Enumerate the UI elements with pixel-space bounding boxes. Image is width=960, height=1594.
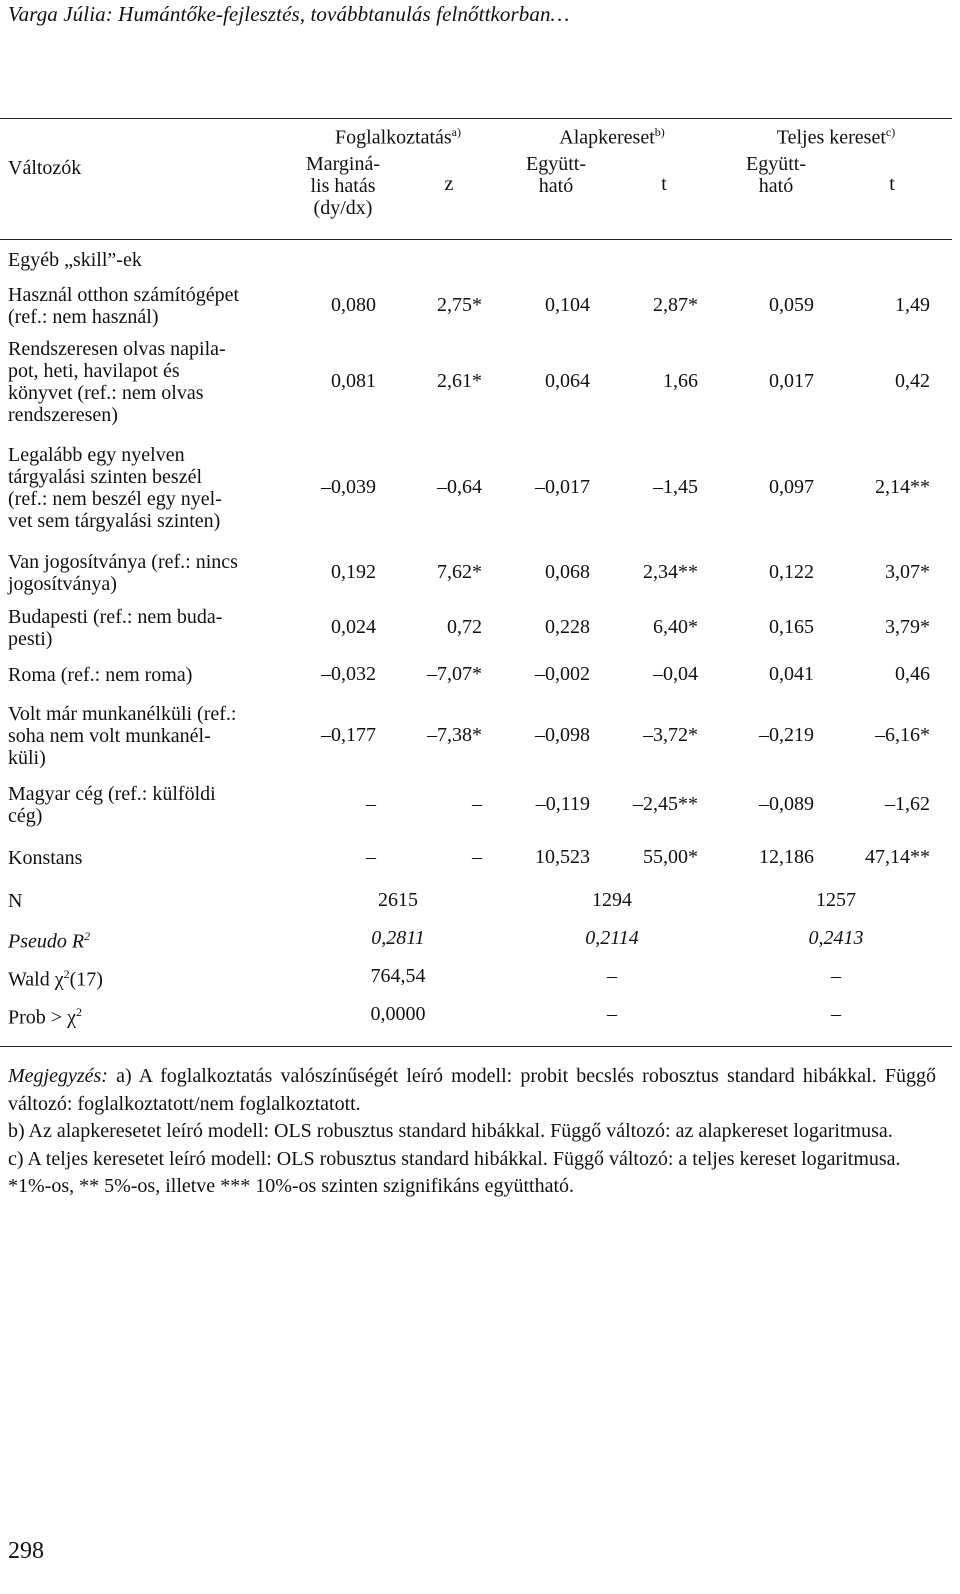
table-cell: 0,192 — [331, 561, 376, 583]
table-cell: – — [472, 793, 482, 815]
group-header-total-wage: Teljes kereset$^{c)}$ — [776, 125, 896, 149]
note-c: c) A teljes keresetet leíró modell: OLS robusztus standard hibákkal. Függő változó: a teljes kereset logaritmusa. — [8, 1147, 901, 1170]
table-row — [0, 544, 952, 602]
row-label: Legalább egy nyelven tárgyalási szinten beszél (ref.: nem beszél egy nyel- vet sem tárgyalási szinten) — [8, 443, 222, 532]
stats-cell: 2615 — [378, 889, 418, 911]
table-cell: 0,42 — [895, 370, 931, 392]
table-cell: – — [472, 846, 482, 868]
stats-cell: 0,2114 — [585, 927, 639, 949]
table-cell: 2,61* — [437, 370, 482, 392]
note-b: b) Az alapkeresetet leíró modell: OLS robusztus standard hibákkal. Függő változó: az alapkereset logaritmusa. — [8, 1120, 893, 1142]
table-row — [0, 654, 952, 696]
table-cell: –0,04 — [653, 663, 699, 685]
row-label: Budapesti (ref.: nem buda- pesti) — [8, 605, 223, 650]
stats-cell: 1257 — [816, 889, 857, 911]
stats-label: Pseudo $R^2$ — [8, 928, 91, 953]
table-cell: 2,87* — [653, 294, 699, 316]
stats-cell: – — [831, 965, 842, 987]
table-cell: –0,64 — [437, 476, 482, 498]
table-cell: 7,62* — [437, 561, 482, 583]
table-cell: 47,14** — [865, 846, 931, 868]
table-cell: 2,75* — [437, 294, 482, 316]
table-cell: 2,14** — [875, 476, 931, 498]
table-cell: –0,032 — [321, 663, 376, 685]
row-label: Volt már munkanélküli (ref.: soha nem volt munkanél- küli) — [8, 702, 237, 769]
stats-cell: – — [607, 965, 617, 987]
table-cell: 0,122 — [769, 561, 815, 583]
stats-cell: – — [831, 1003, 842, 1025]
variables-header: Változók — [8, 157, 82, 179]
table-cell: –0,119 — [535, 793, 590, 815]
table-row — [0, 432, 952, 544]
table-cell: –7,07* — [427, 663, 482, 685]
table-cell: 0,080 — [331, 294, 376, 316]
stats-row — [0, 882, 952, 920]
table-cell: –0,219 — [759, 724, 815, 746]
stats-cell: 1294 — [592, 889, 632, 911]
table-cell: 0,017 — [769, 370, 815, 392]
table-cell: 6,40* — [653, 616, 699, 638]
table-cell: – — [366, 846, 376, 868]
column-header: t — [661, 172, 667, 195]
stats-cell: 764,54 — [370, 965, 426, 987]
table-cell: 0,72 — [447, 616, 482, 638]
stats-row — [0, 996, 952, 1034]
page-number: 298 — [8, 1538, 44, 1564]
stats-cell: – — [607, 1003, 617, 1025]
table-cell: 12,186 — [759, 846, 815, 868]
table-cell: 0,064 — [545, 370, 590, 392]
table-cell: –0,017 — [535, 476, 590, 498]
stats-label: N — [8, 889, 23, 912]
stats-label: Wald $\chi^2(17)$ — [8, 966, 103, 991]
group-header-base-wage: Alapkereset$^{b)}$ — [559, 125, 665, 149]
table-cell: 0,081 — [331, 370, 376, 392]
table-cell: 0,059 — [769, 294, 815, 316]
regression-table — [0, 118, 952, 1047]
row-label: Van jogosítványa (ref.: nincs jogosítványa) — [8, 550, 238, 595]
column-header: Együtt- ható — [526, 153, 586, 197]
note-a: Megjegyzés: a) A foglalkoztatás valószínűségét leíró modell: probit becslés robosztus standard hibákkal. Függő változó: foglalkoztatott/nem foglalkoztatott. — [8, 1065, 936, 1115]
table-cell: 0,024 — [331, 616, 376, 638]
table-cell: 0,46 — [895, 663, 931, 685]
table-cell: –0,098 — [535, 724, 590, 746]
table-cell: 1,66 — [663, 370, 699, 392]
table-row — [0, 602, 952, 654]
group-header-employment: Foglalkoztatás$^{a)}$ — [335, 125, 461, 149]
table-cell: 0,097 — [769, 476, 815, 498]
stats-row — [0, 958, 952, 996]
row-label: Magyar cég (ref.: külföldi cég) — [8, 782, 216, 827]
section-label: Egyéb „skill”-ek — [8, 248, 142, 271]
note-significance: *1%-os, ** 5%-os, illetve *** 10%-os szinten szignifikáns együttható. — [8, 1175, 575, 1197]
stats-cell: 0,0000 — [370, 1003, 426, 1025]
table-cell: –7,38* — [427, 724, 482, 746]
table-cell: –3,72* — [643, 724, 699, 746]
table-cell: –0,177 — [321, 724, 376, 746]
table-cell: 0,228 — [545, 616, 590, 638]
table-cell: –1,45 — [653, 476, 699, 498]
row-label: Roma (ref.: nem roma) — [8, 663, 193, 686]
table-cell: 3,07* — [885, 561, 931, 583]
table-row — [0, 776, 952, 834]
table-cell: –0,002 — [535, 663, 590, 685]
column-header: Marginá- lis hatás (dy/dx) — [305, 153, 381, 219]
row-label: Konstans — [8, 846, 83, 869]
table-cell: –0,089 — [759, 793, 815, 815]
table-cell: 55,00* — [643, 846, 699, 868]
running-head: Varga Júlia: Humántőke-fejlesztés, továbbtanulás felnőttkorban… — [8, 2, 570, 26]
table-cell: 0,068 — [545, 561, 590, 583]
stats-cell: 0,2811 — [371, 927, 425, 949]
table-cell: 0,165 — [769, 616, 815, 638]
row-label: Rendszeresen olvas napila- pot, heti, havilapot és könyvet (ref.: nem olvas rendszeresen) — [8, 337, 226, 426]
table-cell: 1,49 — [895, 294, 931, 316]
stats-row — [0, 920, 952, 958]
table-row — [0, 834, 952, 882]
header-spacer — [0, 119, 292, 153]
table-row — [0, 332, 952, 432]
table-cell: –1,62 — [885, 793, 931, 815]
column-header: z — [444, 172, 454, 195]
table-cell: 3,79* — [885, 616, 931, 638]
column-header: t — [889, 172, 895, 195]
stats-label: Prob > $\chi^2$ — [8, 1004, 82, 1029]
stats-cell: 0,2413 — [808, 927, 864, 949]
column-header: Együtt- ható — [746, 153, 807, 197]
table-cell: –0,039 — [321, 476, 376, 498]
table-cell: 10,523 — [535, 846, 590, 868]
table-cell: –6,16* — [875, 724, 931, 746]
table-cell: 0,041 — [769, 663, 815, 685]
table-cell: 2,34** — [643, 561, 699, 583]
table-notes — [8, 1063, 936, 1201]
table-row — [0, 696, 952, 776]
table-row — [0, 280, 952, 332]
table-cell: –2,45** — [633, 793, 699, 815]
table-cell: 0,104 — [545, 294, 590, 316]
table-cell: – — [366, 793, 376, 815]
row-label: Használ otthon számítógépet (ref.: nem használ) — [8, 283, 240, 328]
